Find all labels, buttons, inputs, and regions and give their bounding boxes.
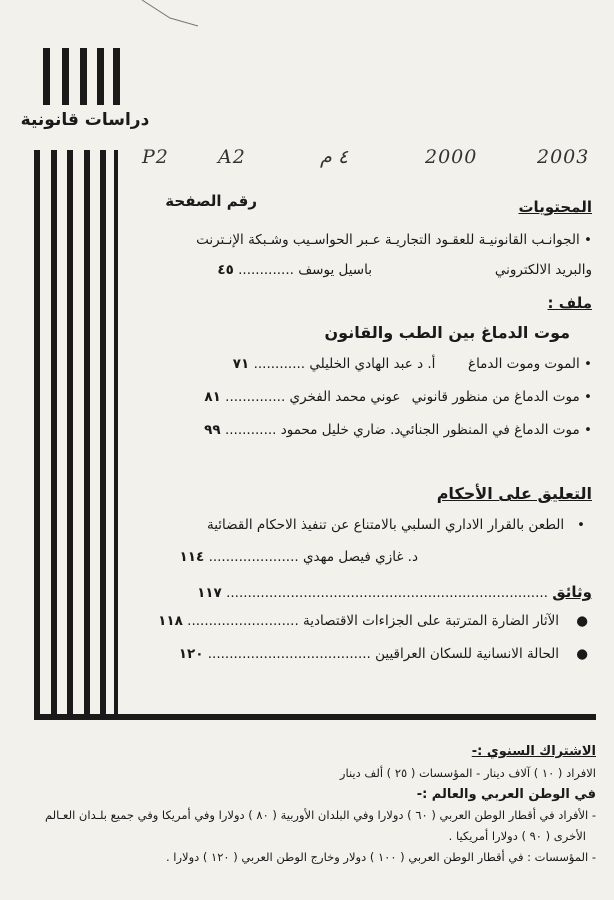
commentary-item [170,517,585,533]
file-item-author: أ. د عبد الهادي الخليلي [309,356,436,372]
decor-bar-left-1 [34,150,40,720]
contents-heading: المحتويات [518,198,592,216]
file-item-1 [132,356,592,372]
bullet: • [584,389,592,405]
page-number-heading: رقم الصفحة [165,192,257,210]
decor-bar-top-5 [113,48,120,105]
entry-title: الجوانـب القانونيـة للعقـود التجاريـة عـبر الحواسـيب وشـبكة الإنـترنت [196,232,580,248]
leader-dots: .......................... [187,613,299,629]
decor-bar-left-3 [67,150,73,720]
handwritten-note-3: ٤ م [320,146,349,168]
series-title: دراسات قانونية [20,110,150,130]
entry-author: باسيل يوسف [298,262,372,278]
page-number: ٩٩ [204,422,221,438]
documents-item-1 [128,613,588,629]
handwritten-note-5: 2003 [537,146,590,168]
decor-bar-top-2 [62,48,69,105]
decor-bar-left-2 [51,150,57,720]
file-item-author: عوني محمد الفخري [289,389,401,405]
bullet: • [584,232,592,248]
page-number: ٧١ [232,356,250,372]
documents-item-title: الحالة الانسانية للسكان العراقيين [375,646,560,662]
bullet: • [584,356,592,372]
handwritten-note-4: 2000 [425,146,478,168]
decor-bar-top-4 [97,48,104,105]
bullet: • [584,422,592,438]
documents-item-2 [128,646,588,662]
leader-dots: ...................................... [207,646,371,662]
file-item-3 [132,422,592,438]
subscription-individuals-rates: - الأفراد في أقطار الوطن العربي ( ٦٠ ) دولارا وفي البلدان الأوربية ( ٨٠ ) دولارا وفي أمريكا وفي جميع بلـدان العـالم [45,808,596,822]
leader-dots: ..................... [208,549,299,565]
page-number: ١١٨ [158,613,183,629]
leader-dots: ........................................................................... [226,585,548,601]
subscription-institutions-rates: - المؤسسات : في أقطار الوطن العربي ( ١٠٠ ) دولار وخارج الوطن العربي ( ١٢٠ ) دولارا . [165,850,596,864]
decor-bar-left-6 [114,150,118,720]
documents-heading-line [128,583,592,601]
file-item-title: موت الدماغ من منظور قانوني [411,389,580,405]
commentary-author-line [128,549,418,565]
leader-dots: ............. [238,262,294,278]
leader-dots: .............. [225,389,286,405]
subscription-individuals-rates-cont: الأخرى ( ٩٠ ) دولارا أمريكيا . [448,829,586,843]
contents-entry-1-line1 [122,232,592,248]
leader-dots: ............ [224,422,277,438]
commentary-title: الطعن بالقرار الاداري السلبي بالامتناع عن تنفيذ الاحكام القضائية [206,517,565,533]
bottom-rule [34,714,596,720]
page-number: ٤٥ [217,262,234,278]
pen-stroke-mark [140,0,200,30]
commentary-heading: التعليق على الأحكام [436,484,592,503]
subscription-heading: الاشتراك السنوي :- [471,744,596,759]
bullet: ● [576,613,588,629]
page-number: ١١٧ [197,585,222,601]
decor-bar-top-1 [43,48,50,105]
commentary-author: د. غازي فيصل مهدي [302,549,418,565]
file-label: ملف : [547,294,592,312]
leader-dots: ............ [253,356,306,372]
file-item-author: د. ضاري خليل محمود [280,422,401,438]
subscription-local-rates: الافراد ( ١٠ ) آلاف دينار - المؤسسات ( ٢٥ ) ألف دينار [339,766,596,780]
page-number: ١١٤ [179,549,205,565]
file-item-2 [132,389,592,405]
file-item-title: الموت وموت الدماغ [468,356,580,372]
subscription-region-heading: في الوطن العربي والعالم :- [416,787,596,802]
documents-item-title: الآثار الضارة المترتبة على الجزاءات الاقتصادية [303,613,560,629]
decor-bar-top-3 [80,48,87,105]
bullet: ● [576,646,588,662]
bullet: • [577,517,585,533]
decor-bar-left-5 [100,150,106,720]
page-number: ٨١ [204,389,221,405]
documents-heading: وثائق [552,583,592,601]
file-item-title: موت الدماغ في المنظور الجنائي [399,422,580,438]
handwritten-note-2: A2 [218,146,246,168]
contents-entry-1-author-line [132,262,372,278]
handwritten-note-1: P2 [142,146,169,168]
file-title: موت الدماغ بين الطب والقانون [324,323,570,342]
contents-entry-1-line2: والبريد الالكتروني [494,262,592,278]
decor-bar-left-4 [84,150,90,720]
page-number: ١٢٠ [178,646,204,662]
